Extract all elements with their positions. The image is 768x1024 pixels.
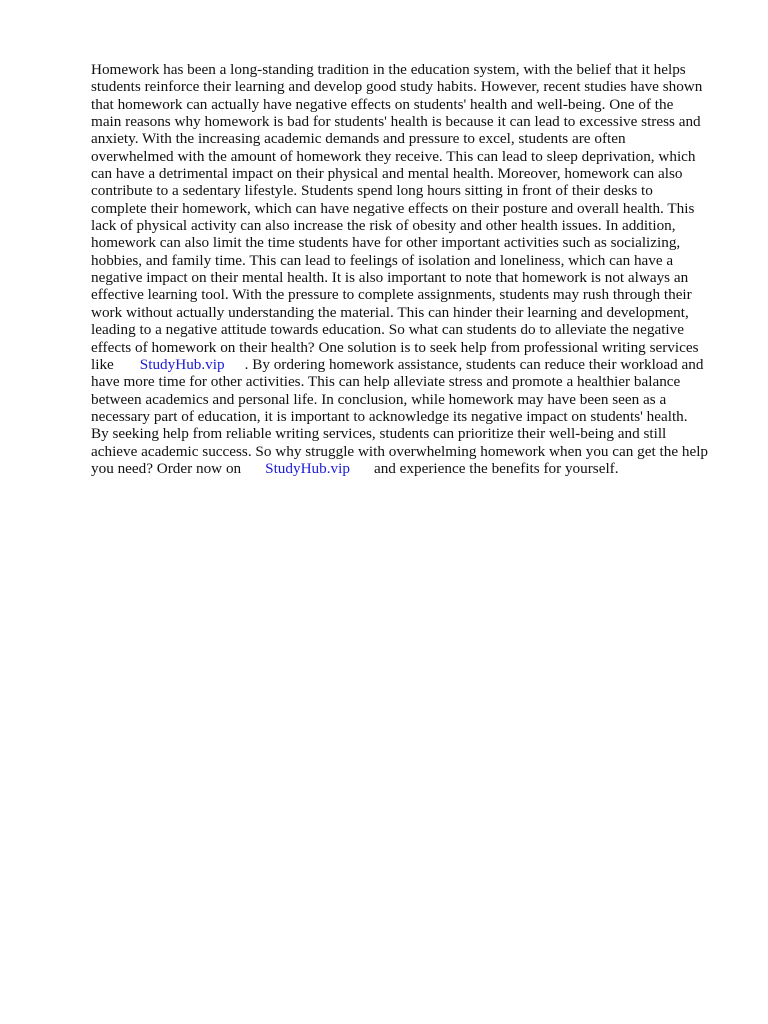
text-segment: you need? Order now on xyxy=(91,459,242,477)
text-line: students reinforce their learning and develop good study habits. However, recent studies have shown xyxy=(91,78,703,96)
text-line: homework can also limit the time students have for other important activities such as socializing, xyxy=(91,234,681,252)
text-line: necessary part of education, it is important to acknowledge its negative impact on students' health. xyxy=(91,407,688,425)
text-line: complete their homework, which can have negative effects on their posture and overall health. This xyxy=(91,199,695,217)
text-line: effective learning tool. With the pressure to complete assignments, students may rush through their xyxy=(91,286,692,304)
text-line: overwhelmed with the amount of homework they receive. This can lead to sleep deprivation, which xyxy=(91,147,696,165)
text-line-with-link xyxy=(91,356,731,373)
text-line: leading to a negative attitude towards education. So what can students do to alleviate the negative xyxy=(91,321,684,339)
body-paragraph xyxy=(91,61,731,477)
text-line: achieve academic success. So why struggle with overwhelming homework when you can get the help xyxy=(91,442,709,460)
text-line: can have a detrimental impact on their physical and mental health. Moreover, homework can also xyxy=(91,165,683,183)
text-line: main reasons why homework is bad for students' health is because it can lead to excessive stress and xyxy=(91,113,701,131)
text-line: Homework has been a long-standing tradition in the education system, with the belief that it helps xyxy=(91,61,686,78)
text-line: lack of physical activity can also increase the risk of obesity and other health issues. In addition, xyxy=(91,217,676,235)
text-segment: like xyxy=(91,355,114,373)
text-line: negative impact on their mental health. It is also important to note that homework is not always an xyxy=(91,269,689,287)
text-line: contribute to a sedentary lifestyle. Students spend long hours sitting in front of their desks to xyxy=(91,182,653,200)
text-line: work without actually understanding the material. This can hinder their learning and development, xyxy=(91,303,689,321)
text-segment: and experience the benefits for yourself. xyxy=(373,459,619,477)
text-line: By seeking help from reliable writing services, students can prioritize their well-being and still xyxy=(91,425,667,443)
text-line: hobbies, and family time. This can lead to feelings of isolation and loneliness, which can have a xyxy=(91,251,674,269)
document-page xyxy=(91,61,731,477)
text-line: anxiety. With the increasing academic demands and pressure to excel, students are often xyxy=(91,130,626,148)
text-line-with-link xyxy=(91,460,731,477)
text-line: that homework can actually have negative effects on students' health and well-being. One of the xyxy=(91,95,674,113)
studyhub-link[interactable]: StudyHub.vip xyxy=(265,459,350,477)
text-line: have more time for other activities. This can help alleviate stress and promote a healthier balance xyxy=(91,373,681,391)
text-segment: . By ordering homework assistance, students can reduce their workload and xyxy=(244,355,704,373)
text-line: effects of homework on their health? One solution is to seek help from professional writing services xyxy=(91,338,699,356)
text-line: between academics and personal life. In conclusion, while homework may have been seen as a xyxy=(91,390,667,408)
studyhub-link[interactable]: StudyHub.vip xyxy=(139,355,225,373)
